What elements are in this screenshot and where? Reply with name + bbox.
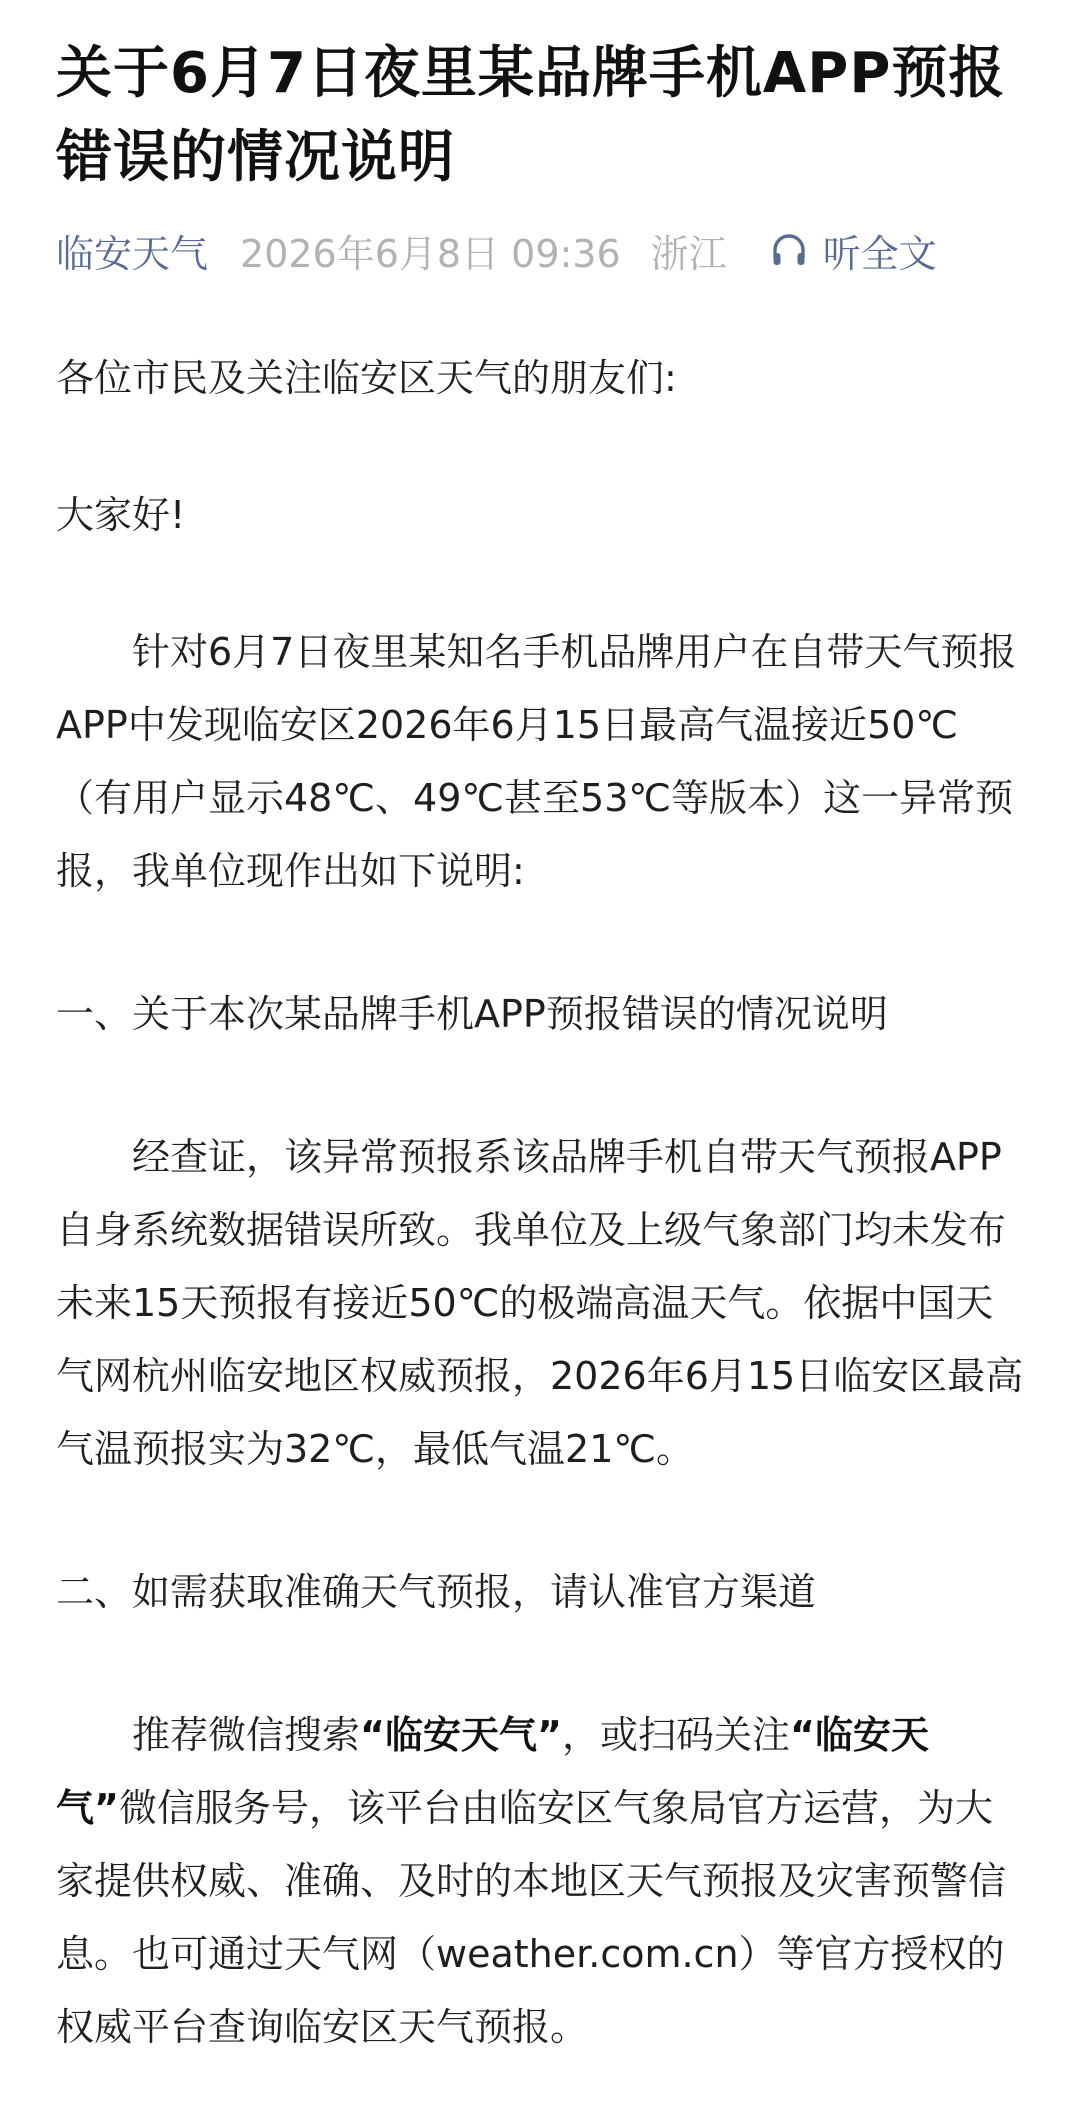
section2-text-3: 微信服务号，该平台由临安区气象局官方运营，为大家提供权威、准确、及时的本地区天气预报及灾害预警信息。也可通过天气网（weather.com.cn）等官方授权的权威平台查询临安区天气预报。 [56,1786,1007,2049]
article-title: 关于6月7日夜里某品牌手机APP预报错误的情况说明 [56,41,1006,190]
hello: 大家好! [56,493,186,537]
account-quote-2: “临安天气” [56,1713,929,1830]
account-quote-1: “临安天气” [360,1713,562,1757]
section2-body [56,1699,1024,2064]
section1-body: 经查证，该异常预报系该品牌手机自带天气预报APP自身系统数据错误所致。我单位及上级气象部门均未发布未来15天预报有接近50℃的极端高温天气。依据中国天气网杭州临安地区权威预报，2026年6月15日临安区最高气温预报实为32℃，最低气温21℃。 [56,1135,1024,1471]
section2-text-2: ，或扫码关注 [561,1713,790,1757]
section2-text-1: 推荐微信搜索 [132,1713,361,1757]
section2-heading: 二、如需获取准确天气预报，请认准官方渠道 [56,1570,817,1614]
listen-label: 听全文 [822,231,937,276]
headphones-icon [769,230,809,270]
section1-heading: 一、关于本次某品牌手机APP预报错误的情况说明 [56,992,888,1036]
intro-paragraph: 针对6月7日夜里某知名手机品牌用户在自带天气预报APP中发现临安区2026年6月15日最高气温接近50℃（有用户显示48℃、49℃甚至53℃等版本）这一异常预报，我单位现作出如下说明: [56,630,1017,893]
greeting: 各位市民及关注临安区天气的朋友们: [56,356,677,400]
publish-region: 浙江 [650,231,727,276]
article-meta [56,220,1024,280]
account-name-link[interactable]: 临安天气 [56,231,209,276]
article-body [56,342,1024,2064]
listen-full-text-button[interactable] [769,223,937,278]
publish-time: 2026年6月8日 09:36 [240,231,621,276]
